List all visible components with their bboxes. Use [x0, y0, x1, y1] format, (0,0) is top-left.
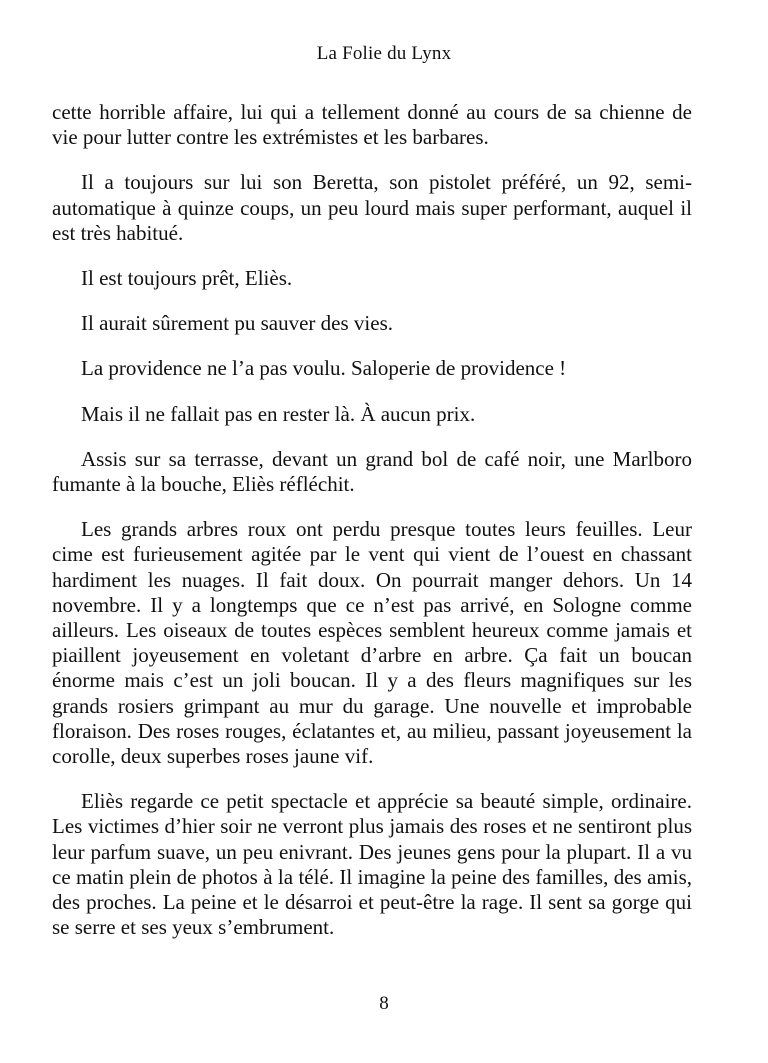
running-title: La Folie du Lynx [316, 43, 452, 64]
paragraph: Il aurait sûrement pu sauver des vies. [81, 311, 393, 336]
paragraph: Eliès regarde ce petit spectacle et apprécie sa beauté simple, ordinaire. Les victimes d’hier soir ne verront plus jamais des roses et ne sentiront plus leur parfum suave, un peu enivrant. Des jeunes gens pour la plupart. Il a vu ce matin plein de photos à la télé. Il imagine la peine des familles, des amis, des proches. La peine et le désarroi et peut-être la rage. Il sent sa gorge qui se serre et ses yeux s’embrument. [52, 789, 692, 940]
page-number: 8 [379, 993, 389, 1014]
paragraph-continuation: cette horrible affaire, lui qui a tellement donné au cours de sa chienne de vie pour lutter contre les extrémistes et les barbares. [52, 100, 692, 150]
paragraph: Mais il ne fallait pas en rester là. À aucun prix. [81, 401, 476, 426]
paragraph: Il est toujours prêt, Eliès. [81, 266, 293, 291]
paragraph: Les grands arbres roux ont perdu presque toutes leurs feuilles. Leur cime est furieusement agitée par le vent qui vient de l’ouest en chassant hardiment les nuages. Il fait doux. On pourrait manger dehors. Un 14 novembre. Il y a longtemps que ce n’est pas arrivé, en Sologne comme ailleurs. Les oiseaux de toutes espèces semblent heureux comme jamais et piaillent joyeusement en voletant d’arbre en arbre. Ça fait un boucan énorme mais c’est un joli boucan. Il y a des fleurs magnifiques sur les grands rosiers grimpant au mur du garage. Une nouvelle et improbable floraison. Des roses rouges, éclatantes et, au milieu, passant joyeusement la corolle, deux superbes roses jaune vif. [52, 517, 692, 769]
body-text [52, 100, 692, 960]
paragraph: Il a toujours sur lui son Beretta, son pistolet préféré, un 92, semi-automatique à quinze coups, un peu lourd mais super performant, auquel il est très habitué. [52, 170, 692, 245]
paragraph: Assis sur sa terrasse, devant un grand bol de café noir, une Marlboro fumante à la bouche, Eliès réfléchit. [52, 446, 692, 497]
paragraph: La providence ne l’a pas voulu. Saloperie de providence ! [81, 356, 567, 381]
